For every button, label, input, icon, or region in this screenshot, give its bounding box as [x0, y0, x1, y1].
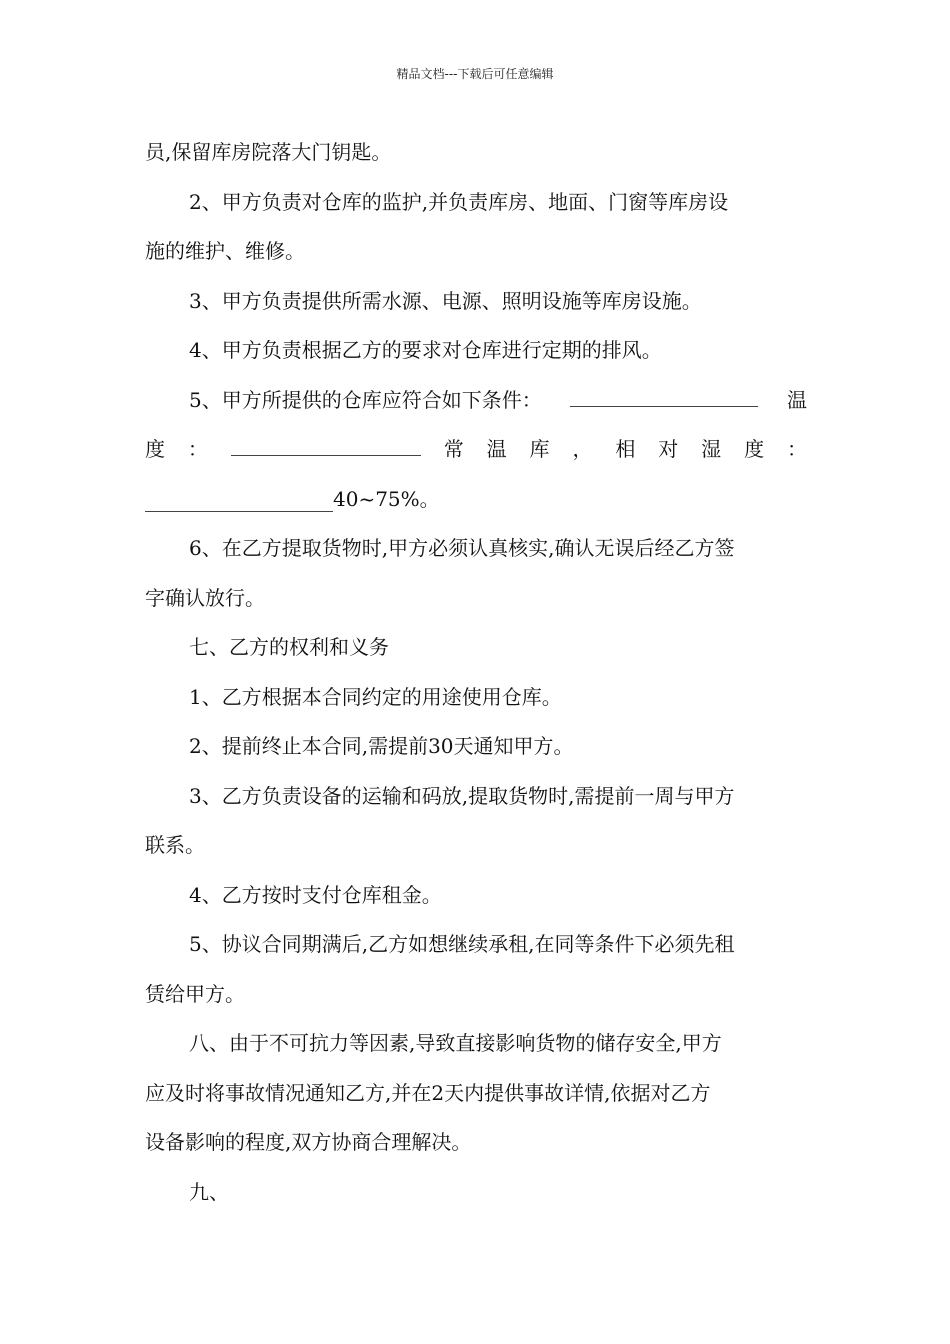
text-segment: 温: [786, 387, 807, 412]
text-line: 赁给甲方。: [145, 981, 245, 1006]
text-line: 联系。: [145, 833, 205, 857]
fill-in-blank: [570, 384, 758, 407]
text-segment: 相: [615, 437, 636, 461]
text-segment: 湿: [701, 437, 722, 461]
text-line: 3、甲方负责提供所需水源、电源、照明设施等库房设施。: [189, 288, 702, 313]
text-line: 2、提前终止本合同,需提前30天通知甲方。: [189, 734, 574, 758]
text-line: 员,保留库房院落大门钥匙。: [145, 140, 392, 164]
text-segment: ，: [572, 437, 593, 461]
text-segment: 温: [486, 437, 507, 461]
conditions-line: [145, 425, 807, 475]
text-line: 1、乙方根据本合同约定的用途使用仓库。: [189, 684, 562, 709]
text-line: 4、甲方负责根据乙方的要求对仓库进行定期的排风。: [189, 338, 662, 362]
text-line: 6、在乙方提取货物时,甲方必须认真核实,确认无误后经乙方签: [189, 536, 735, 560]
text-line: 字确认放行。: [145, 585, 265, 610]
page-header: 精品文档---下载后可任意编辑: [396, 67, 554, 81]
text-line: 设备影响的程度,双方协商合理解决。: [145, 1130, 472, 1154]
text-line: 施的维护、维修。: [145, 239, 305, 263]
section-heading: 九、: [189, 1179, 229, 1204]
conditions-line: [145, 475, 807, 525]
text-line: 3、乙方负责设备的运输和码放,提取货物时,需提前一周与甲方: [189, 783, 735, 808]
section-heading: 七、乙方的权利和义务: [189, 635, 389, 659]
text-segment: 对: [658, 437, 679, 461]
text-line: 4、乙方按时支付仓库租金。: [189, 882, 442, 907]
document-body: [145, 128, 807, 1217]
conditions-line: [145, 376, 807, 426]
fill-in-blank: [231, 433, 421, 456]
section-heading: 八、由于不可抗力等因素,导致直接影响货物的储存安全,甲方: [189, 1031, 722, 1055]
text-line: 5、协议合同期满后,乙方如想继续承租,在同等条件下必须先租: [189, 932, 735, 956]
text-segment: 度: [744, 437, 765, 461]
text-line: 2、甲方负责对仓库的监护,并负责库房、地面、门窗等库房设: [189, 189, 729, 214]
text-segment: 度: [145, 437, 165, 461]
text-segment: ：: [187, 437, 208, 461]
text-segment: 常: [443, 437, 464, 461]
text-segment: 库: [529, 437, 550, 461]
text-line: 应及时将事故情况通知乙方,并在2天内提供事故详情,依据对乙方: [145, 1080, 711, 1105]
text-segment: ：: [786, 437, 807, 461]
fill-in-blank: [145, 489, 333, 512]
text-segment: 40~75%。: [333, 486, 440, 511]
text-segment: 5、甲方所提供的仓库应符合如下条件：: [189, 387, 542, 412]
